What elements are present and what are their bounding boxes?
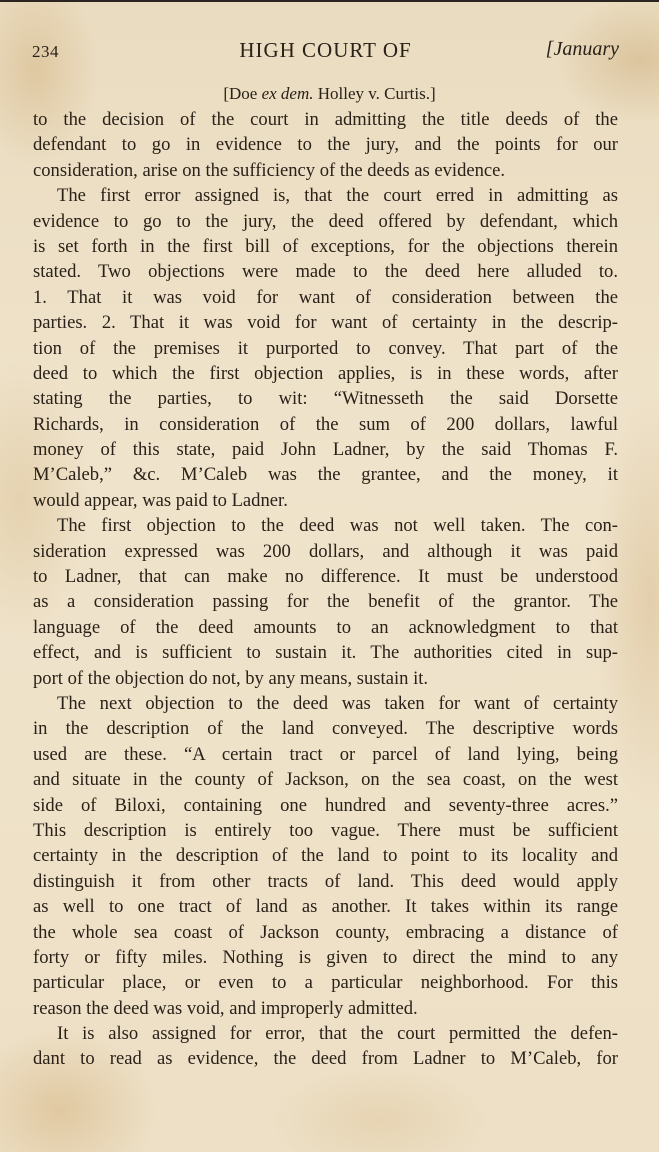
text-line: consideration, arise on the sufficiency of the deeds as evidence. <box>33 159 506 181</box>
text-line: as well to one tract of land as another. It takes within its range <box>33 896 618 918</box>
text-line: parties. 2. That it was void for want of certainty in the descrip- <box>33 312 618 334</box>
text-line: The first objection to the deed was not well taken. The con- <box>57 515 618 537</box>
text-line: tion of the premises it purported to convey. That part of the <box>33 337 618 359</box>
body-text <box>33 107 618 1072</box>
text-line: 1. That it was void for want of consideration between the <box>33 286 618 308</box>
running-date: [January <box>545 38 619 60</box>
case-caption <box>0 84 659 104</box>
text-line: stated. Two objections were made to the deed here alluded to. <box>33 261 618 283</box>
text-line: language of the deed amounts to an acknowledgment to that <box>33 616 618 638</box>
text-line: as a consideration passing for the benefit of the grantor. The <box>33 591 618 613</box>
text-line: port of the objection do not, by any means, sustain it. <box>33 667 429 689</box>
text-line: effect, and is sufficient to sustain it. The authorities cited in sup- <box>33 642 618 664</box>
text-line: the whole sea coast of Jackson county, embracing a distance of <box>33 921 618 943</box>
text-line: money of this state, paid John Ladner, by the said Thomas F. <box>33 439 618 461</box>
case-caption-italic: ex dem. <box>261 84 314 103</box>
text-line: used are these. “A certain tract or parcel of land lying, being <box>33 743 618 765</box>
text-line: defendant to go in evidence to the jury, and the points for our <box>33 134 618 156</box>
page-top-edge <box>0 0 659 2</box>
text-line: The first error assigned is, that the court erred in admitting as <box>57 185 618 207</box>
text-line: This description is entirely too vague. There must be sufficient <box>33 819 618 841</box>
text-line: M’Caleb,” &c. M’Caleb was the grantee, and the money, it <box>33 464 618 486</box>
text-line: to the decision of the court in admitting the title deeds of the <box>33 109 618 130</box>
text-line: would appear, was paid to Ladner. <box>33 489 288 511</box>
text-line: particular place, or even to a particular neighborhood. For this <box>33 972 618 994</box>
case-caption-rest: Holley v. Curtis.] <box>313 84 436 103</box>
text-line: forty or fifty miles. Nothing is given to direct the mind to any <box>33 946 618 968</box>
text-line: distinguish it from other tracts of land. This deed would apply <box>33 870 618 892</box>
text-line: sideration expressed was 200 dollars, and although it was paid <box>33 540 618 562</box>
text-line: deed to which the first objection applies, is in these words, after <box>33 362 618 384</box>
text-line: reason the deed was void, and improperly admitted. <box>33 997 418 1019</box>
page-number: 234 <box>32 42 59 61</box>
text-line: evidence to go to the jury, the deed offered by defendant, which <box>33 210 618 232</box>
text-line: stating the parties, to wit: “Witnesseth the said Dorsette <box>33 388 618 410</box>
running-header <box>32 38 619 68</box>
text-line: and situate in the county of Jackson, on the sea coast, on the west <box>33 769 618 791</box>
text-line: certainty in the description of the land to point to its locality and <box>33 845 618 867</box>
text-line: in the description of the land conveyed. The descriptive words <box>33 718 618 740</box>
text-line: is set forth in the first bill of exceptions, for the objections therein <box>33 235 618 257</box>
text-line: side of Biloxi, containing one hundred and seventy-three acres.” <box>33 794 618 816</box>
text-line: It is also assigned for error, that the court permitted the defen- <box>57 1023 618 1045</box>
text-line: Richards, in consideration of the sum of 200 dollars, lawful <box>33 413 618 435</box>
running-title: HIGH COURT OF <box>239 38 412 62</box>
text-line: to Ladner, that can make no difference. It must be understood <box>33 566 618 588</box>
text-line: dant to read as evidence, the deed from Ladner to M’Caleb, for <box>33 1048 618 1070</box>
case-caption-open: [Doe <box>223 84 262 103</box>
text-line: The next objection to the deed was taken for want of certainty <box>57 692 618 714</box>
